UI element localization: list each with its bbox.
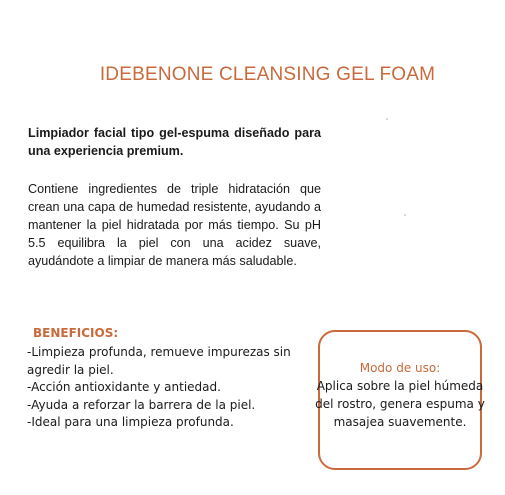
- speck-decoration: [386, 118, 388, 120]
- benefit-item: -Ideal para una limpieza profunda.: [27, 415, 234, 429]
- benefit-item: -Ayuda a reforzar la barrera de la piel.: [27, 397, 256, 412]
- product-description: Contiene ingredientes de triple hidratación que crean una capa de humedad resistente, ayudando a mantener la piel hidratada por más tiempo. Su pH 5.5 equilibra la piel con una acidez suave, ayudándote a limpiar de manera más saludable.: [28, 182, 321, 268]
- benefit-item: -Acción antioxidante y antiedad.: [27, 380, 221, 394]
- usage-heading: Modo de uso:: [359, 361, 441, 375]
- product-title: IDEBENONE CLEANSING GEL FOAM: [99, 64, 436, 85]
- usage-box: [315, 330, 485, 470]
- speck-decoration: [404, 214, 406, 216]
- intro-text: Limpiador facial tipo gel-espuma diseñado para una experiencia premium.: [28, 126, 321, 158]
- benefit-item: -Limpieza profunda, remueve impurezas sin agredir la piel.: [27, 345, 291, 377]
- benefits-list: [27, 344, 297, 432]
- benefits-heading: BENEFICIOS:: [33, 326, 119, 340]
- usage-text: Aplica sobre la piel húmeda del rostro, genera espuma y masajea suavemente.: [315, 379, 485, 429]
